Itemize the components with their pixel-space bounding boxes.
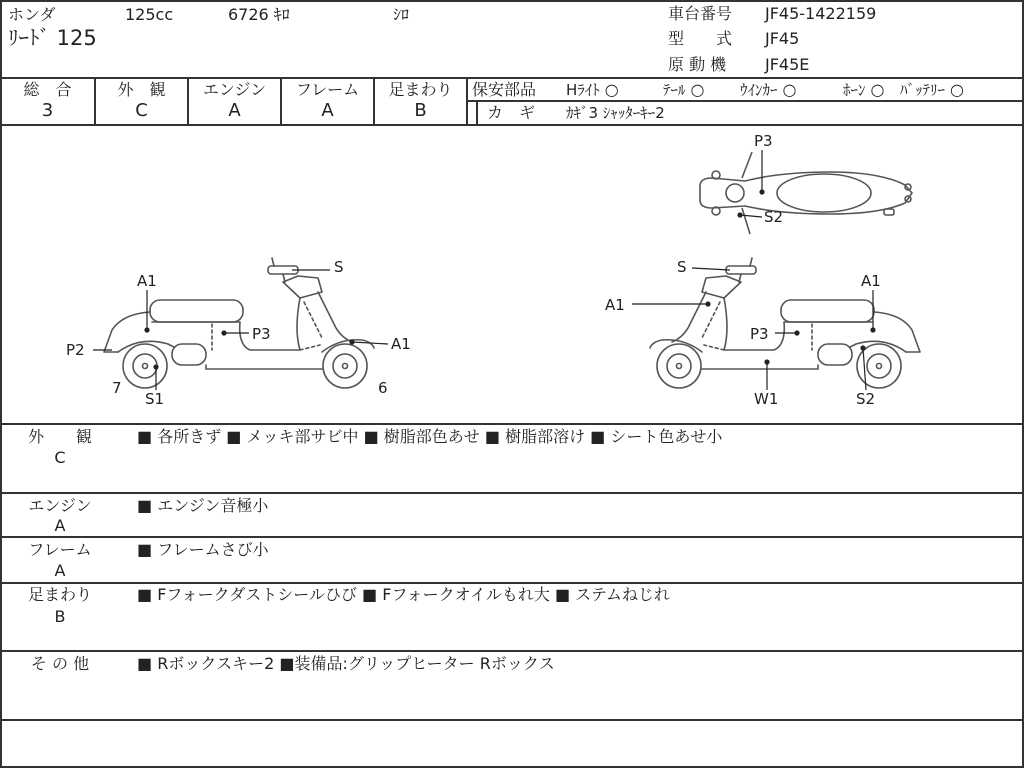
model-name: ﾘｰﾄﾞ 125 [8, 26, 97, 50]
marker-label: A1 [391, 335, 411, 353]
safety-parts-label: 保安部品 [472, 80, 537, 99]
divider [0, 536, 1024, 538]
detail-label-exterior: 外 観 [27, 427, 92, 446]
divider [0, 719, 1024, 721]
divider [476, 101, 478, 125]
detail-text-suspension: ■ Fフォークダストシールひび ■ Fフォークオイルもれ大 ■ ステムねじれ [137, 585, 671, 604]
detail-text-exterior: ■ 各所きず ■ メッキ部サビ中 ■ 樹脂部色あせ ■ 樹脂部溶け ■ シート色あせ小 [137, 427, 723, 446]
grade-frame [281, 78, 374, 125]
ok-mark-icon: ○ [604, 80, 619, 99]
divider [0, 492, 1024, 494]
type-value: JF45 [765, 29, 800, 48]
frame-no-label: 車台番号 [668, 4, 733, 23]
marker-label: 7 [112, 379, 122, 397]
detail-label-other: そ の 他 [30, 654, 90, 673]
detail-label-suspension: 足まわり [27, 585, 92, 604]
detail-label-frame: フレーム [28, 540, 92, 559]
divider [373, 78, 375, 125]
safety-item-name: ﾃｰﾙ [663, 81, 686, 99]
divider [187, 78, 189, 125]
grade-label: 外 観 [117, 80, 166, 99]
detail-label-engine: エンジン [28, 496, 92, 515]
safety-item-name: ｳｲﾝｶｰ [740, 81, 778, 99]
color: ｼﾛ [393, 5, 410, 24]
safety-item-name: ﾊﾞｯﾃﾘｰ [900, 81, 946, 99]
grade-overall [0, 78, 95, 125]
safety-item-horn [843, 80, 884, 100]
grade-label: フレーム [295, 80, 360, 99]
safety-item-winker [740, 80, 796, 100]
damage-diagram [0, 125, 1024, 423]
marker-label: S1 [145, 390, 165, 408]
divider [94, 78, 96, 125]
grade-value: B [414, 100, 427, 121]
grade-value: A [321, 100, 334, 121]
divider [0, 650, 1024, 652]
ok-mark-icon: ○ [690, 80, 705, 99]
detail-grade-frame: A [54, 561, 66, 580]
detail-text-frame: ■ フレームさび小 [137, 540, 269, 559]
divider [466, 100, 1024, 102]
divider [0, 423, 1024, 425]
frame-no: JF45-1422159 [765, 4, 877, 23]
ok-mark-icon: ○ [870, 80, 885, 99]
marker-label: P2 [66, 341, 85, 359]
marker-label: S [334, 258, 344, 276]
marker-label: W1 [754, 390, 779, 408]
marker-label: P3 [252, 325, 271, 343]
marker-label: 6 [378, 379, 388, 397]
engine-value: JF45E [765, 55, 810, 74]
grade-value: C [135, 100, 148, 121]
divider [280, 78, 282, 125]
marker-label: S [677, 258, 687, 276]
detail-text-engine: ■ エンジン音極小 [137, 496, 269, 515]
detail-grade-suspension: B [54, 607, 66, 626]
scooter-top-view [700, 152, 912, 234]
marker-label: A1 [137, 272, 157, 290]
detail-text-other: ■ Rボックスキー2 ■装備品:グリップヒーター Rボックス [137, 654, 555, 673]
marker-label: P3 [750, 325, 769, 343]
engine-label: 原 動 機 [668, 55, 727, 74]
marker-label: A1 [861, 272, 881, 290]
ok-mark-icon: ○ [950, 80, 964, 99]
marker-label: P3 [754, 132, 773, 150]
safety-item-battery [900, 80, 964, 100]
marker-label: S2 [856, 390, 876, 408]
ok-mark-icon: ○ [782, 80, 797, 99]
marker-label: S2 [764, 208, 784, 226]
type-label: 型 式 [668, 29, 733, 48]
safety-item-headlight [566, 80, 619, 100]
keys-label: カ ギ [487, 103, 536, 122]
grade-label: 足まわり [388, 80, 453, 99]
safety-item-taillight [663, 80, 704, 100]
grade-label: エンジン [202, 80, 267, 99]
safety-item-name: ﾎｰﾝ [843, 81, 866, 99]
detail-grade-engine: A [54, 516, 66, 535]
grade-suspension [374, 78, 467, 125]
maker: ホンダ [8, 5, 56, 24]
keys-value: ｶｷﾞ3 ｼｬｯﾀｰｷｰ2 [566, 104, 665, 122]
marker-label: A1 [605, 296, 625, 314]
divider [0, 582, 1024, 584]
safety-item-name: Hﾗｲﾄ [566, 81, 600, 99]
detail-grade-exterior: C [54, 448, 66, 467]
grade-label: 総 合 [23, 80, 72, 99]
grade-value: A [228, 100, 241, 121]
grade-engine [188, 78, 281, 125]
mileage: 6726 ｷﾛ [228, 5, 290, 24]
grade-exterior [95, 78, 188, 125]
displacement: 125cc [125, 5, 174, 24]
grade-value: 3 [41, 100, 54, 121]
